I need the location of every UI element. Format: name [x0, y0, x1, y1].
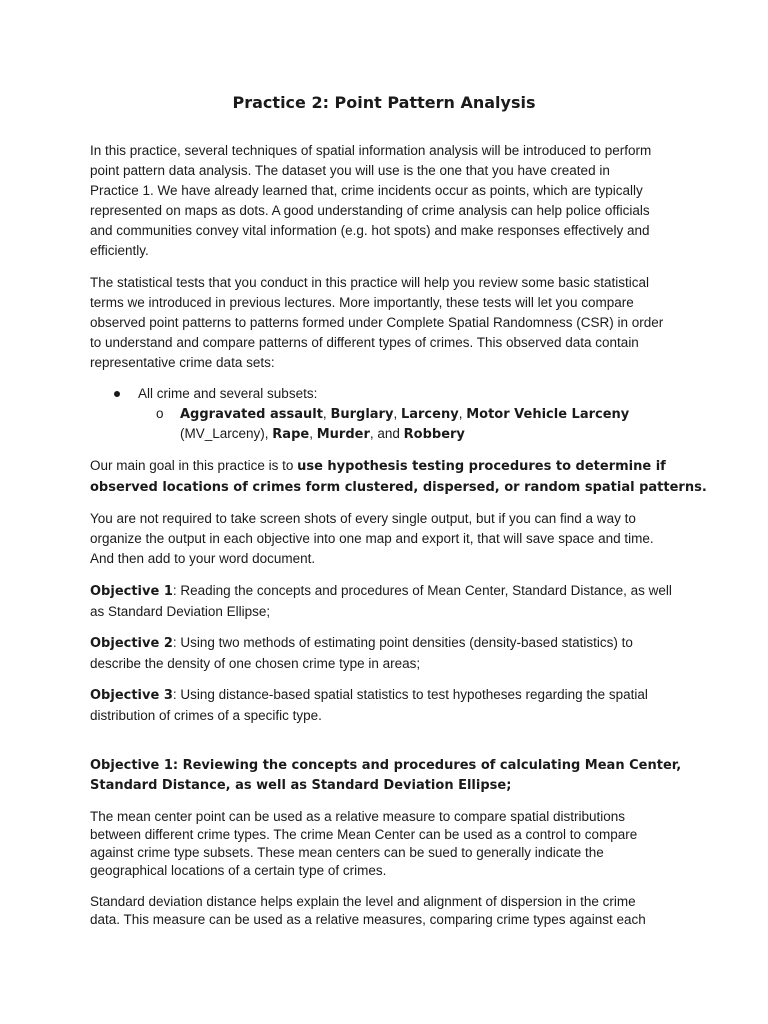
objective-label: Objective 3: [90, 688, 173, 703]
paragraph-line: [90, 456, 690, 477]
list-separator: ,: [264, 426, 273, 441]
page-title: Practice 2: Point Pattern Analysis: [232, 93, 536, 112]
paragraph-line: Standard deviation distance helps explain the level and alignment of dispersion in the crime: [90, 894, 636, 909]
objective-3-item: [90, 685, 690, 726]
paragraph-line: representative crime data sets:: [90, 355, 275, 370]
paragraph-line: and communities convey vital information (e.g. hot spots) and make responses effectively and: [90, 223, 650, 238]
objective-text: : Using distance-based spatial statistics to test hypotheses regarding the spatial: [172, 687, 648, 702]
std-dev-paragraph: [90, 893, 690, 929]
crime-name: Burglary: [330, 407, 394, 422]
crime-list-line: [180, 404, 629, 425]
list-separator: ,: [309, 426, 317, 441]
objective-label: Objective 2: [90, 636, 173, 651]
list-separator: ,: [393, 406, 401, 421]
bullet-item: [90, 384, 690, 404]
paragraph-line: Practice 1. We have already learned that, crime incidents occur as points, which are typically: [90, 183, 643, 198]
crime-name: Robbery: [403, 427, 465, 442]
sub-bullet-continuation: [90, 424, 690, 444]
paragraph-line: geographical locations of a certain type of crimes.: [90, 863, 387, 878]
objective-2-item: [90, 633, 690, 674]
paragraph-line: terms we introduced in previous lectures. More importantly, these tests will let you compare: [90, 295, 634, 310]
crime-name: Aggravated assault: [180, 407, 323, 422]
screenshots-paragraph: [90, 509, 690, 569]
crime-list-line: [180, 424, 465, 445]
paragraph-line: [90, 477, 707, 498]
paragraph-line: The statistical tests that you conduct in this practice will help you review some basic statistical: [90, 275, 649, 290]
list-separator: ,: [322, 406, 331, 421]
paragraph-line: [90, 633, 690, 654]
goal-paragraph: [90, 456, 707, 498]
objective-text: : Reading the concepts and procedures of Mean Center, Standard Distance, as well: [172, 583, 672, 598]
section-heading: [90, 756, 690, 796]
paragraph-line: distribution of crimes of a specific type.: [90, 708, 322, 723]
goal-emphasis: observed locations of crimes form clustered, dispersed, or random spatial patterns.: [90, 480, 707, 495]
paragraph-line: In this practice, several techniques of spatial information analysis will be introduced to perform: [90, 143, 652, 158]
heading-line: Objective 1: Reviewing the concepts and procedures of calculating Mean Center,: [90, 758, 682, 773]
intro-paragraph: [90, 141, 690, 261]
sub-bullet-item: [90, 404, 690, 424]
paragraph-line: to understand and compare patterns of different types of crimes. This observed data contain: [90, 335, 639, 350]
paragraph-line: organize the output in each objective into one map and export it, that will save space and time.: [90, 531, 654, 546]
goal-prefix: Our main goal in this practice is to: [90, 458, 298, 473]
objective-1-item: [90, 581, 690, 622]
paragraph-line: [90, 581, 690, 602]
list-separator: , and: [369, 426, 404, 441]
objective-label: Objective 1: [90, 584, 173, 599]
paragraph-line: [90, 685, 690, 706]
bullet-text: All crime and several subsets:: [138, 386, 318, 401]
crime-name: Larceny: [400, 407, 459, 422]
paragraph-line: The mean center point can be used as a relative measure to compare spatial distributions: [90, 809, 626, 824]
objective-text: : Using two methods of estimating point densities (density-based statistics) to: [172, 635, 633, 650]
tests-paragraph: [90, 273, 690, 373]
mean-center-paragraph: [90, 808, 690, 880]
list-separator: ,: [458, 406, 467, 421]
bullet-icon: [114, 391, 120, 397]
paragraph-line: efficiently.: [90, 243, 149, 258]
heading-line: Standard Distance, as well as Standard Deviation Ellipse;: [90, 778, 512, 793]
paragraph-line: represented on maps as dots. A good understanding of crime analysis can help police officials: [90, 203, 650, 218]
paragraph-line: point pattern data analysis. The dataset you will use is the one that you have created in: [90, 163, 610, 178]
sub-bullet-icon: o: [156, 406, 164, 421]
paragraph-line: You are not required to take screen shots of every single output, but if you can find a way to: [90, 511, 636, 526]
crime-name: Motor Vehicle Larceny: [466, 407, 630, 422]
paragraph-line: describe the density of one chosen crime type in areas;: [90, 656, 421, 671]
crime-name: Rape: [272, 427, 310, 442]
paragraph-line: against crime type subsets. These mean centers can be sued to generally indicate the: [90, 845, 604, 860]
goal-emphasis: use hypothesis testing procedures to determine if: [297, 459, 666, 474]
paragraph-line: observed point patterns to patterns formed under Complete Spatial Randomness (CSR) in order: [90, 315, 664, 330]
paragraph-line: as Standard Deviation Ellipse;: [90, 604, 271, 619]
paragraph-line: between different crime types. The crime Mean Center can be used as a control to compare: [90, 827, 638, 842]
paragraph-line: And then add to your word document.: [90, 551, 316, 566]
crime-code: (MV_Larceny): [180, 426, 265, 441]
crime-name: Murder: [316, 427, 370, 442]
paragraph-line: data. This measure can be used as a relative measures, comparing crime types against each: [90, 912, 646, 927]
